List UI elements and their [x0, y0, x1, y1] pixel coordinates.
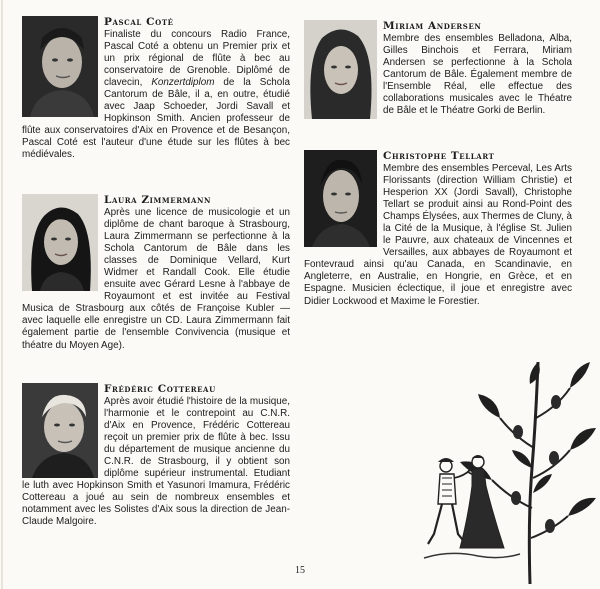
bio-laura-zimmermann [22, 194, 290, 352]
bio-frederic-cottereau [22, 383, 290, 529]
bio-text: Membre des ensembles Belladona, Alba, Gilles Binchois et Ferrara, Miriam Andersen se perfectionne à la Schola Cantorum de Bâle. Également membre de l'Ensemble Réal, elle effectue des collaborations musicales avec le Théatre de Bâle et le Théatre Gorki de Berlin. [383, 33, 572, 117]
bio-text-part: Finaliste du concours Radio France, Pascal Coté a obtenu un Premier prix et un prix régional de flûte à bec au conservatoire de Grenoble. Diplômé de clavecin, [104, 29, 290, 89]
portrait-photo [304, 20, 377, 119]
bio-text: Après avoir étudié l'histoire de la musique, l'harmonie et le contrepoint au C.N.R. d'Aix en Provence, Frédéric Cottereau reçoit un premier prix de flûte à bec. Issu du département de musique ancienne du C.N.R. de Strasbourg, il y obtient son diplôme supérieur instrumental. Etudiant le luth avec Hopkinson Smith et Yasunori Imamura, Frédéric Cottereau a joué au sein de nombreux ensembles et notamment avec les Solistes d'Aix sous la direction de Jean-Claude Malgoire. [22, 396, 290, 528]
portrait-photo [22, 383, 98, 478]
bio-text-italic: Konzertdiplom [151, 77, 215, 89]
bio-miriam-andersen [304, 20, 572, 121]
bio-name: Pascal Coté [104, 16, 174, 28]
medieval-dancers-illustration [420, 358, 600, 584]
portrait-photo [22, 194, 98, 291]
portrait-photo [22, 16, 98, 117]
bio-christophe-tellart [304, 150, 572, 308]
page-number: 15 [295, 565, 305, 576]
bio-name: Christophe Tellart [383, 150, 495, 162]
bio-text: Après une licence de musicologie et un diplôme de chant baroque à Strasbourg, Laura Zimmermann se perfectionne à la Schola Cantorum de Bâle dans les classes de Dominique Vellard, Kurt Widmer et Randall Cook. Elle étudie ensuite avec Gérard Lesne à l'abbaye de Royaumont et est invitée au Festival Musica de Strasbourg aux côtés de Françoise Kubler — avec laquelle elle enregistre un CD. Laura Zimmermann fait également partie de l'ensemble Convivencia (musique et théatre du Moyen Age). [22, 207, 290, 351]
bio-pascal-cote [22, 16, 290, 162]
bio-name: Laura Zimmermann [104, 194, 211, 206]
portrait-photo [304, 150, 377, 247]
bio-text-part: de la Schola Cantorum de Bâle, il a, en outre, étudié avec Jaap Schoeder, Jordi Savall et Hopkinson Smith. Ancien professeur de flûte aux conservatoires d'Aix en Provence et de Besançon, Pascal Coté est l'auteur d'une étude sur les flûtes à bec médiévales. [22, 77, 290, 161]
bio-name: Miriam Andersen [383, 20, 482, 32]
bio-text: Membre des ensembles Perceval, Les Arts Florissants (direction William Christie) et Hesperion XX (Jordi Savall), Christophe Tellart se produit ainsi au Rond-Point des Champs Élysées, aux Thermes de Cluny, à la Cité de la Musique, à l'église St. Julien le Pauvre, aux chateaux de Vincennes et Versailles, aux abbayes de Royaumont et Fontevraud ainsi qu'au Canada, en Scandinavie, en Angleterre, en Australie, en Hongrie, en Grèce, et en Espagne. Musicien éclectique, il joue et enregistre avec Didier Lockwood et Maxime le Forestier. [304, 163, 572, 307]
bio-name: Frédéric Cottereau [104, 383, 216, 395]
page-crease [1, 0, 3, 589]
